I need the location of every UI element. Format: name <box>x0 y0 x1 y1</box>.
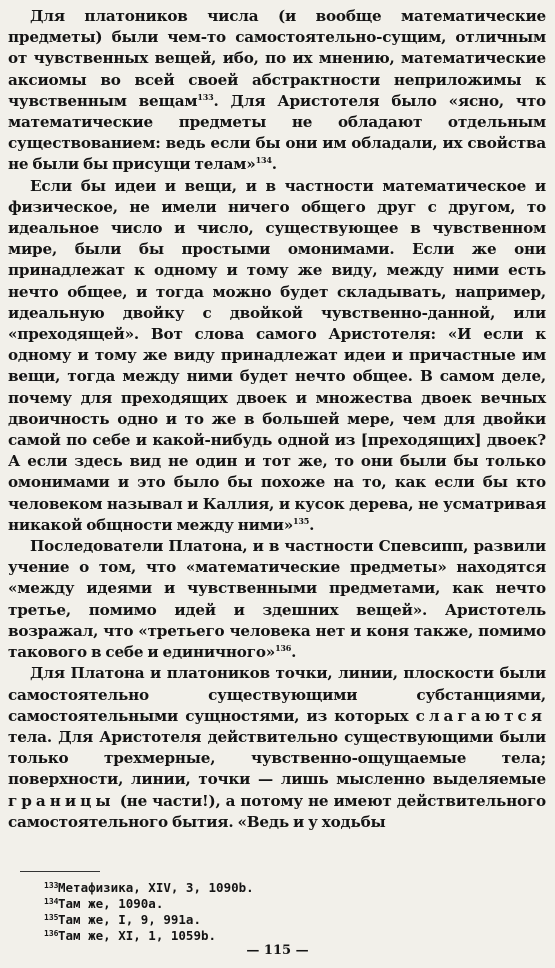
footnote-ref: 134 <box>255 155 272 166</box>
footnote-text: Там же, 1090a. <box>58 896 164 911</box>
paragraph <box>8 663 546 833</box>
text-run: Если бы идеи и вещи, и в частности математическое и физическое, не имели ничего общего друг с другом, то идеальное число и число, существующее в чувственном мире, были бы простыми омонимами. Если же они принадлежат к одному и тому же виду, между ними есть нечто общее, и тогда можно будет складывать, например, идеальную двойку с двойкой чувственно-данной, или «преходящей». Вот слова самого Аристотеля: «И если к одному и тому же виду принадлежат идеи и причастные им вещи, тогда между ними будет нечто общее. В самом деле, почему для преходящих двоек и множества двоек вечных двоичность одно и то же в большей мере, чем для двойки самой по себе и какой-нибудь одной из [преходящих] двоек? А если здесь вид не один и тот же, то они были бы только омонимами и это было бы похоже на то, как если бы кто человеком называл и Каллия, и кусок дерева, не усматривая никакой общности между ними» <box>8 176 546 534</box>
text-run: . Для Аристотеля было «ясно, что математические предметы не обладают отдельным существованием: ведь если бы они им обладали, их свойства не были бы присущи телам» <box>8 91 546 174</box>
spaced-emphasis: слагаются <box>415 706 546 725</box>
footnote-ref: 135 <box>293 515 310 526</box>
text-run: тела. Для Аристотеля действительно существующими были только трехмерные, чувственно-ощущаемые тела; поверхности, линии, точки — лишь мысленно выделяемые <box>8 727 546 789</box>
text-run: . <box>309 515 315 534</box>
spaced-emphasis: границы <box>8 791 115 810</box>
text-run: Для платоников числа (и вообще математические предметы) были чем-то самостоятельно-сущим, отличным от чувственных вещей, ибо, по их мнению, математические аксиомы во всей своей абстрактности неприложимы к чувственным вещам <box>8 7 546 110</box>
footnote <box>44 879 344 895</box>
footnote-text: Там же, I, 9, 991a. <box>58 912 201 927</box>
footnote <box>44 895 344 911</box>
text-run: Для Платона и платоников точки, линии, плоскости были самостоятельно существующими субстанциями, самостоятельными сущностями, из которых <box>8 664 546 725</box>
footnote-number: 133 <box>44 881 59 890</box>
footnote-ref: 136 <box>275 643 292 654</box>
footnote-divider <box>20 871 100 872</box>
paragraph <box>8 536 546 663</box>
footnotes <box>44 879 344 943</box>
text-run: Последователи Платона, и в частности Спевсипп, развили учение о том, что «математические предметы» находятся «между идеями и чувственными предметами, как нечто третье, помимо идей и здешних вещей». Аристотель возражал, что «третьего человека нет и коня также, помимо такового в себе и единичного» <box>8 537 546 662</box>
footnote-text: Там же, XI, 1, 1059b. <box>58 928 217 943</box>
page-number: — 115 — <box>246 943 309 958</box>
footnote-ref: 133 <box>197 91 214 102</box>
text-run: . <box>271 155 277 174</box>
text-run: . <box>291 643 297 662</box>
footnote-number: 134 <box>44 897 59 906</box>
paragraph <box>8 176 546 536</box>
paragraph <box>8 6 546 176</box>
footnote-number: 135 <box>44 913 59 922</box>
footnote-number: 136 <box>44 929 59 938</box>
footnote-text: Метафизика, XIV, 3, 1090b. <box>58 880 254 895</box>
main-text <box>8 6 546 833</box>
text-run: (не части!), а потому не имеют действительного самостоятельного бытия. «Ведь и у ходьбы <box>8 791 546 831</box>
footnote <box>44 927 344 943</box>
footnote <box>44 911 344 927</box>
